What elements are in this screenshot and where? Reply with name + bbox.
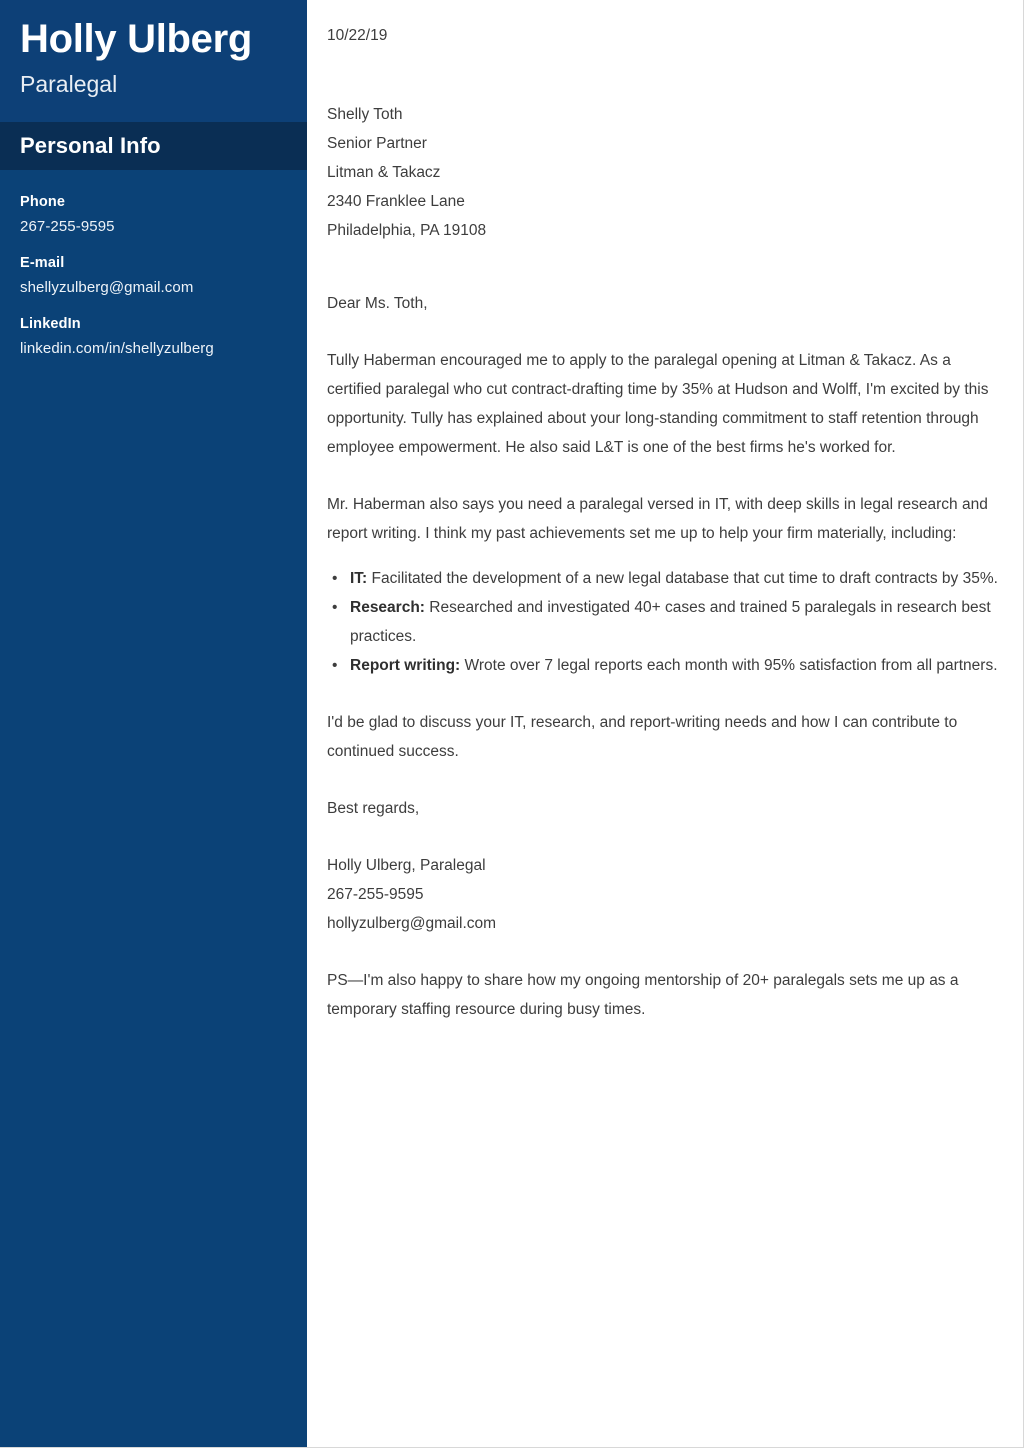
recipient-street: 2340 Franklee Lane: [327, 193, 465, 211]
contact-label-phone: Phone: [20, 194, 66, 210]
letter-paragraph-1: Tully Haberman encouraged me to apply to the paralegal opening at Litman & Takacz. As a certified paralegal who cut contract-drafting time by 35% at Hudson and Wolff, I'm excited by this opportunity. Tully has explained about your long-standing commitment to staff retention through employee empowerment. He also said L&T is one of the best firms he's worked for.: [327, 352, 989, 457]
letter-closing: Best regards,: [327, 799, 420, 817]
candidate-name: Holly Ulberg: [20, 17, 252, 61]
recipient-company: Litman & Takacz: [327, 164, 441, 182]
contact-entry-email: [20, 255, 287, 296]
achievement-bullet-it: [327, 564, 1009, 593]
contact-label-email: E-mail: [20, 255, 65, 271]
achievement-bullet-research: [327, 593, 1009, 651]
letter-postscript: PS—I'm also happy to share how my ongoing mentorship of 20+ paralegals sets me up as a temporary staffing resource during busy times.: [327, 971, 959, 1018]
candidate-job-title: Paralegal: [20, 71, 118, 98]
personal-info-heading: Personal Info: [20, 133, 161, 158]
recipient-name: Shelly Toth: [327, 106, 403, 124]
letter-date: 10/22/19: [327, 27, 388, 44]
bullet-lead-report-writing: Report writing:: [350, 656, 461, 674]
signature-phone: 267-255-9595: [327, 885, 424, 903]
recipient-title: Senior Partner: [327, 135, 427, 153]
sidebar-header: [0, 0, 307, 122]
personal-info-section-band: [0, 122, 307, 170]
signature-block: [327, 851, 1009, 938]
signature-name-title: Holly Ulberg, Paralegal: [327, 856, 486, 874]
contact-entry-linkedin: [20, 316, 287, 357]
bullet-lead-research: Research:: [350, 598, 425, 616]
contact-value-email: shellyzulberg@gmail.com: [20, 279, 194, 296]
bullet-text-it: Facilitated the development of a new legal database that cut time to draft contracts by 35%.: [371, 569, 998, 587]
contact-entry-phone: [20, 194, 287, 235]
bullet-text-research: Researched and investigated 40+ cases and trained 5 paralegals in research best practices.: [350, 598, 991, 645]
signature-email[interactable]: hollyzulberg@gmail.com: [327, 914, 497, 932]
achievement-bullet-report-writing: [327, 651, 1009, 680]
letter-paragraph-3: I'd be glad to discuss your IT, research, and report-writing needs and how I can contribute to continued success.: [327, 713, 958, 760]
bullet-lead-it: IT:: [350, 569, 368, 587]
letter-salutation: Dear Ms. Toth,: [327, 295, 428, 313]
bullet-text-report-writing: Wrote over 7 legal reports each month with 95% satisfaction from all partners.: [464, 656, 998, 674]
recipient-address-block: [327, 100, 1009, 245]
achievement-bullet-list: [327, 564, 1009, 680]
letter-body: [307, 0, 1024, 1448]
sidebar: [0, 0, 307, 1448]
personal-info-list: [0, 170, 307, 357]
recipient-city-state-zip: Philadelphia, PA 19108: [327, 222, 487, 240]
contact-value-linkedin[interactable]: linkedin.com/in/shellyzulberg: [20, 340, 214, 357]
contact-value-phone: 267-255-9595: [20, 218, 115, 235]
letter-paragraph-2: Mr. Haberman also says you need a paralegal versed in IT, with deep skills in legal research and report writing. I think my past achievements set me up to help your firm materially, including:: [327, 496, 988, 543]
contact-label-linkedin: LinkedIn: [20, 316, 81, 332]
